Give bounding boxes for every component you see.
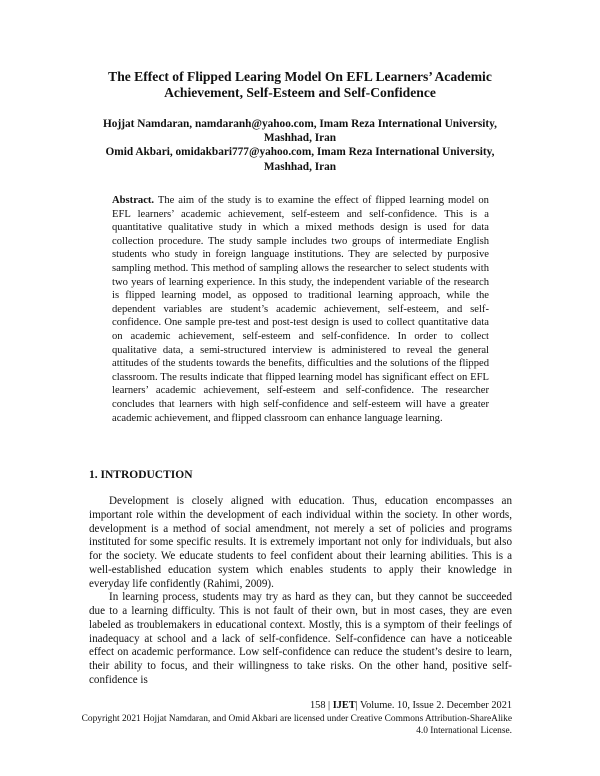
abstract bbox=[112, 194, 489, 425]
author-1 bbox=[80, 117, 520, 145]
introduction-body bbox=[89, 495, 512, 688]
author-2 bbox=[80, 145, 520, 173]
copyright-notice: Copyright 2021 Hojjat Namdaran, and Omid Akbari are licensed under Creative Commons Attribution-ShareAlike 4.0 International License. bbox=[81, 713, 512, 736]
page-number: 158 bbox=[310, 700, 326, 711]
paragraph: Development is closely aligned with education. Thus, education encompasses an important role within the development of each individual within the society. In other words, development is a method of social amendment, not merely a set of policies and programs instituted for some specific results. It is extremely important not only for individuals, but also for the society. We educate students to feel confident about their learning abilities. This is a well-established education system which enables students to apply their knowledge in everyday life confidently (Rahimi, 2009). bbox=[89, 495, 512, 590]
footer-page-info: 158 | IJET| Volume. 10, Issue 2. December 2021 bbox=[310, 700, 512, 711]
page-footer bbox=[80, 700, 512, 738]
author-2-line-2: Mashhad, Iran bbox=[263, 160, 337, 173]
author-1-line-1: Hojjat Namdaran, namdaranh@yahoo.com, Imam Reza International University, bbox=[103, 118, 497, 130]
issue-info: Volume. 10, Issue 2. December 2021 bbox=[360, 700, 512, 711]
section-heading: 1. INTRODUCTION bbox=[89, 469, 193, 481]
paragraph: In learning process, students may try as hard as they can, but they cannot be succeeded due to a learning difficulty. This is not fault of their own, but in most cases, they are even labeled as troublemakers in educational context. Mostly, this is a symptom of their feelings of inadequacy at school and a lack of self-confidence. Self-confidence can have a noticeable effect on academic performance. Low self-confidence can reduce the student’s desire to learn, their ability to focus, and their willingness to take risks. On the other hand, positive self-confidence is bbox=[89, 591, 512, 686]
author-block bbox=[80, 117, 520, 174]
paper-title-line-1: The Effect of Flipped Learing Model On EFL Learners’ Academic bbox=[108, 69, 492, 84]
paper-title-line-2: Achievement, Self-Esteem and Self-Confidence bbox=[164, 85, 436, 100]
abstract-label: Abstract. bbox=[112, 195, 155, 206]
abstract-text: The aim of the study is to examine the effect of flipped learning model on EFL learners’ academic achievement, self-esteem and self-confidence. This is a quantitative qualitative study in which a mixed methods design is used for data collection procedure. The study sample includes two groups of intermediate English students who study in foreign language institutions. They are selected by purposive sampling method. This method of sampling allows the researcher to select students with two years of learning experience. In this study, the independent variable of the research is flipped learning model, as opposed to traditional learning approach, while the dependent variables are student’s academic achievement, self-esteem, and self-confidence. One sample pre-test and post-test design is used to collect quantitative data on academic achievement, self-esteem and self-confidence. In order to collect qualitative data, a semi-structured interview is administered to reveal the general attitudes of the students towards the benefits, difficulties and the solutions of the flipped classroom. The results indicate that flipped learning model has significant effect on EFL learners’ academic achievement, self-esteem and self-confidence. The researcher concludes that learners with high self-confidence and self-esteem will have a greater academic achievement, and flipped classroom can enhance language learning. bbox=[112, 195, 489, 424]
author-1-line-2: Mashhad, Iran bbox=[263, 132, 337, 145]
journal-name: IJET bbox=[332, 700, 356, 711]
author-2-line-1: Omid Akbari, omidakbari777@yahoo.com, Imam Reza International University, bbox=[105, 146, 495, 159]
paper-title bbox=[60, 69, 540, 101]
